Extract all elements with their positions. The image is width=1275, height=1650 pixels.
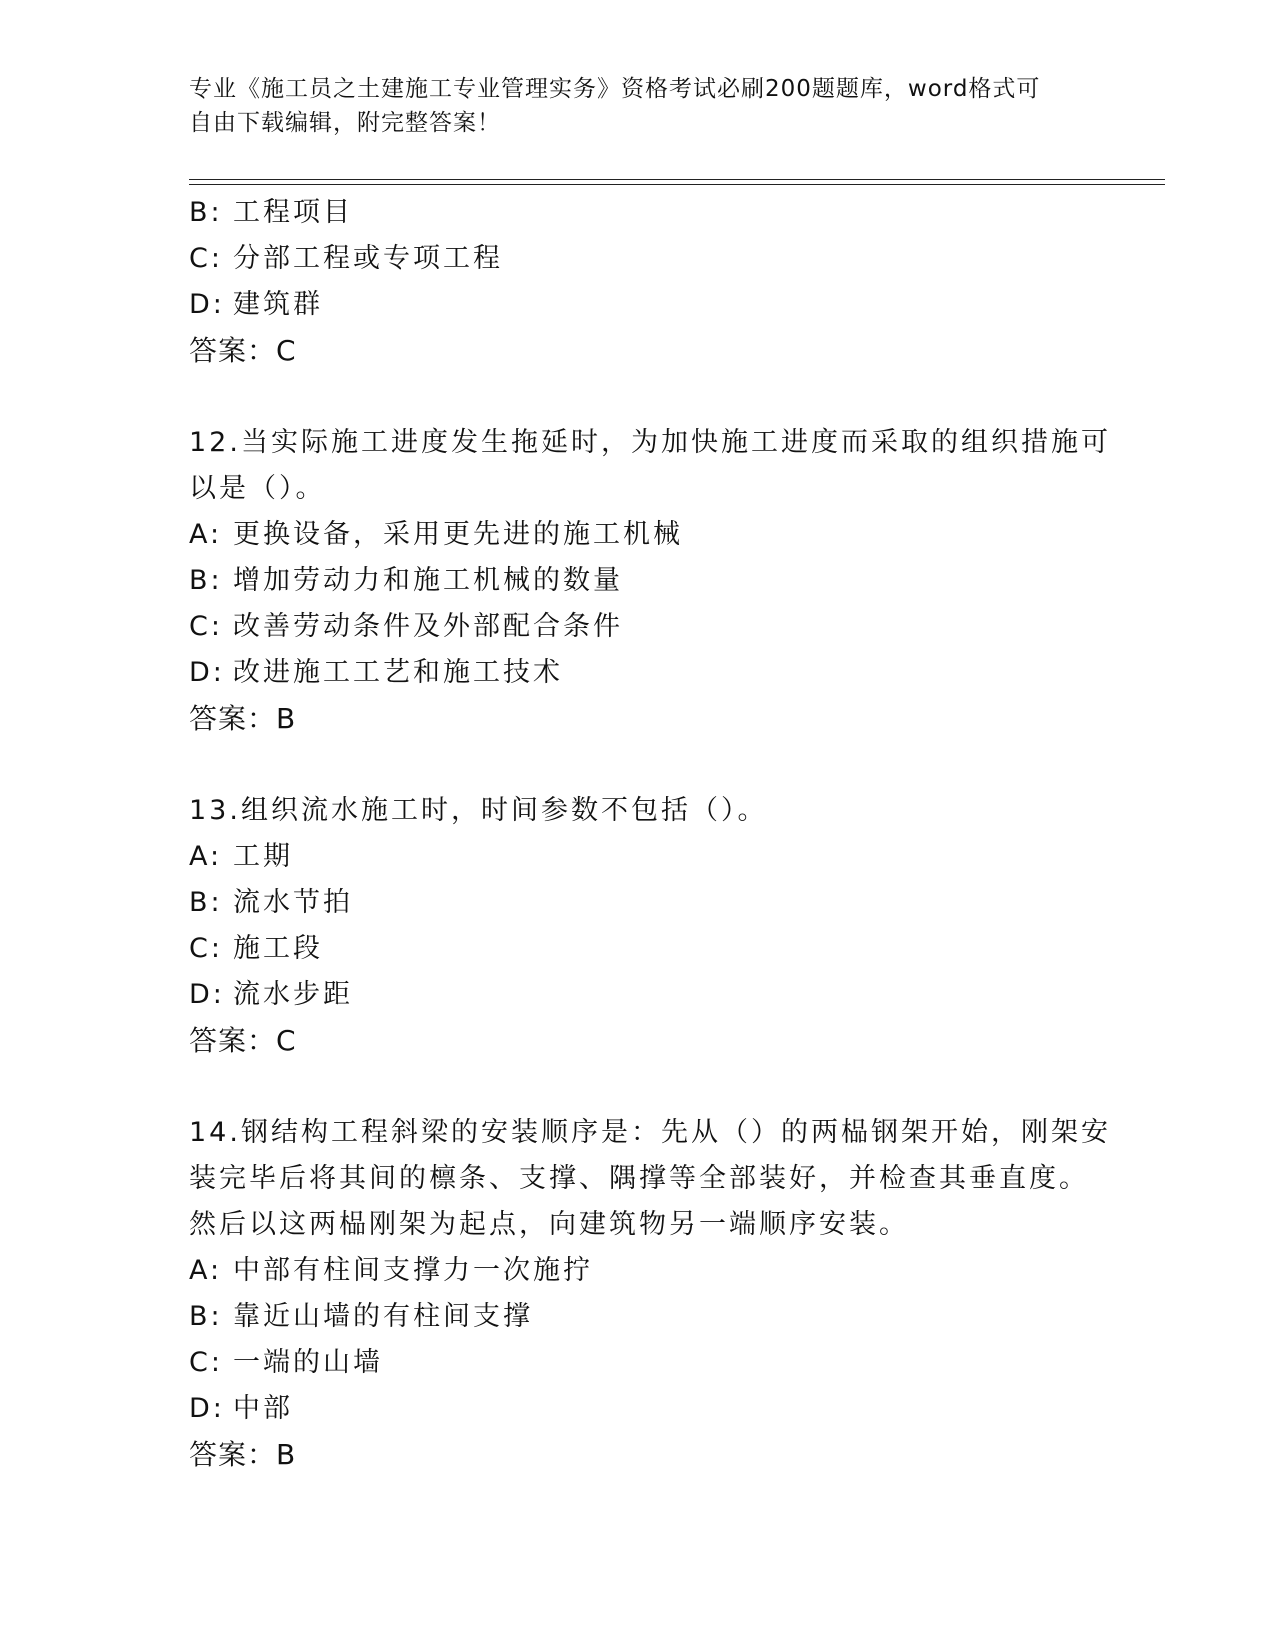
option-key: B: [189, 1301, 223, 1332]
option-key: D: [189, 289, 225, 320]
option-d [189, 282, 1089, 328]
option-key: A: [189, 841, 223, 872]
option-b [189, 190, 1089, 236]
option-a [189, 834, 1089, 880]
question-stem-line: 13.组织流水施工时，时间参数不包括（）。 [189, 795, 768, 826]
option-text: 改进施工工艺和施工技术 [233, 657, 563, 688]
header-line-1: 专业《施工员之土建施工专业管理实务》资格考试必刷200题题库，word格式可 [189, 76, 1041, 102]
option-d [189, 650, 1089, 696]
option-text: 建筑群 [233, 289, 323, 320]
option-text: 增加劳动力和施工机械的数量 [233, 565, 623, 596]
question-stem-line: 12.当实际施工进度发生拖延时，为加快施工进度而采取的组织措施可 [189, 427, 1111, 458]
option-a [189, 1248, 1089, 1294]
option-text: 工期 [233, 841, 293, 872]
question-stem-line: 14.钢结构工程斜梁的安装顺序是：先从（）的两榀钢架开始，刚架安 [189, 1117, 1111, 1148]
option-key: A: [189, 519, 223, 550]
option-key: B: [189, 197, 223, 228]
option-key: D: [189, 657, 225, 688]
option-text: 施工段 [233, 933, 323, 964]
option-text: 分部工程或专项工程 [233, 243, 503, 274]
question-stem-line: 以是（）。 [189, 473, 326, 504]
question-11-continuation [189, 190, 1089, 374]
option-key: C: [189, 1347, 223, 1378]
option-key: A: [189, 1255, 223, 1286]
option-text: 一端的山墙 [233, 1347, 383, 1378]
option-c [189, 1340, 1089, 1386]
option-key: B: [189, 565, 223, 596]
header-divider-bottom [189, 184, 1165, 185]
question-12 [189, 420, 1111, 742]
option-c [189, 604, 1089, 650]
answer-line: 答案：B [189, 1438, 297, 1471]
option-text: 更换设备，采用更先进的施工机械 [233, 519, 683, 550]
header-line-2: 自由下载编辑，附完整答案！ [189, 110, 501, 136]
question-gap [189, 1064, 1089, 1110]
option-text: 工程项目 [233, 197, 353, 228]
option-text: 中部有柱间支撑力一次施拧 [233, 1255, 593, 1286]
option-text: 改善劳动条件及外部配合条件 [233, 611, 623, 642]
question-gap [189, 742, 1089, 788]
question-gap [189, 374, 1089, 420]
option-key: C: [189, 243, 223, 274]
question-13 [189, 788, 1089, 1064]
option-b [189, 1294, 1089, 1340]
question-content [189, 190, 1111, 1478]
question-stem-line: 装完毕后将其间的檩条、支撑、隅撑等全部装好，并检查其垂直度。 [189, 1163, 1089, 1194]
header-divider-top [189, 179, 1165, 180]
option-a [189, 512, 1089, 558]
answer-line: 答案：C [189, 1024, 297, 1057]
option-key: C: [189, 611, 223, 642]
option-text: 流水节拍 [233, 887, 353, 918]
option-key: B: [189, 887, 223, 918]
option-c [189, 236, 1089, 282]
option-c [189, 926, 1089, 972]
option-key: C: [189, 933, 223, 964]
option-text: 流水步距 [233, 979, 353, 1010]
option-d [189, 972, 1089, 1018]
option-b [189, 558, 1089, 604]
document-header [189, 72, 1089, 140]
answer-line: 答案：C [189, 334, 297, 367]
option-key: D: [189, 1393, 225, 1424]
option-b [189, 880, 1089, 926]
option-d [189, 1386, 1089, 1432]
option-key: D: [189, 979, 225, 1010]
answer-line: 答案：B [189, 702, 297, 735]
option-text: 靠近山墙的有柱间支撑 [233, 1301, 533, 1332]
question-14 [189, 1110, 1111, 1478]
option-text: 中部 [233, 1393, 293, 1424]
question-stem-line: 然后以这两榀刚架为起点，向建筑物另一端顺序安装。 [189, 1209, 909, 1240]
